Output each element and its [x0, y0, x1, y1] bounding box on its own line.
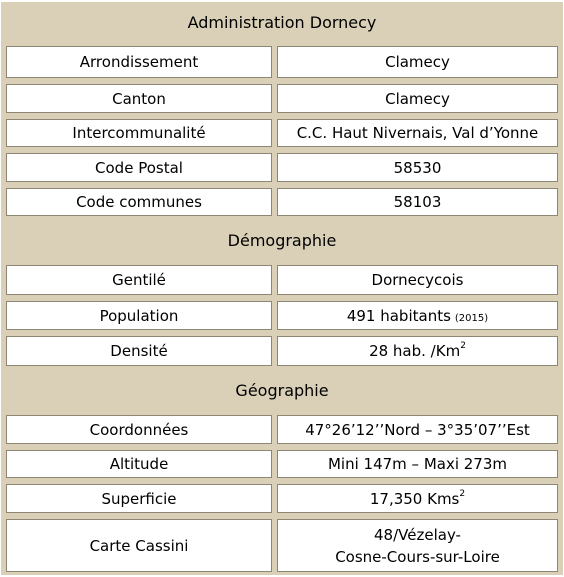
population-year: (2015) [454, 312, 489, 324]
table-row [1, 298, 563, 333]
section-header-geographie [1, 369, 563, 412]
section-header-demographie [1, 219, 563, 262]
row-label-code-communes: Code communes [6, 188, 272, 216]
superficie-value: 17,350 Kms [369, 489, 460, 508]
population-value: 491 habitants [346, 306, 451, 325]
section-title: Administration Dornecy [187, 13, 377, 32]
row-label-code-postal: Code Postal [6, 153, 272, 182]
table-row [1, 262, 563, 298]
densite-exponent: 2 [460, 341, 466, 351]
row-label-superficie: Superficie [6, 484, 272, 513]
table-row [1, 150, 563, 185]
row-label-arrondissement: Arrondissement [6, 46, 272, 78]
row-value-code-communes: 58103 [277, 188, 558, 216]
row-label-coordonnees: Coordonnées [6, 415, 272, 444]
superficie-exponent: 2 [459, 488, 466, 499]
section-title: Géographie [235, 381, 329, 400]
row-label-canton: Canton [6, 84, 272, 113]
row-value-altitude: Mini 147m – Maxi 273m [277, 450, 558, 478]
row-value-densite [277, 336, 558, 366]
row-label-carte-cassini: Carte Cassini [6, 519, 272, 572]
row-value-gentile: Dornecycois [277, 265, 558, 295]
table-row [1, 516, 563, 575]
row-value-code-postal: 58530 [277, 153, 558, 182]
section-header-administration [1, 2, 563, 43]
row-value-population [277, 301, 558, 330]
row-value-coordonnees: 47°26’12’’Nord – 3°35’07’’Est [277, 415, 558, 444]
row-value-canton: Clamecy [277, 84, 558, 113]
row-value-arrondissement: Clamecy [277, 46, 558, 78]
table-row [1, 81, 563, 116]
table-row [1, 185, 563, 219]
cassini-line-2: Cosne-Cours-sur-Loire [335, 547, 500, 566]
table-row [1, 412, 563, 447]
table-row [1, 481, 563, 516]
row-label-gentile: Gentilé [6, 265, 272, 295]
densite-value: 28 hab. /Km [369, 342, 461, 360]
cassini-line-1: 48/Vézelay- [374, 525, 461, 544]
table-row [1, 447, 563, 481]
row-label-intercommunalite: Intercommunalité [6, 119, 272, 147]
table-row [1, 116, 563, 150]
section-title: Démographie [227, 231, 337, 250]
row-label-densite: Densité [6, 336, 272, 366]
row-value-carte-cassini [277, 519, 558, 572]
table-row [1, 333, 563, 369]
row-label-altitude: Altitude [6, 450, 272, 478]
table-row [1, 43, 563, 81]
row-label-population: Population [6, 301, 272, 330]
row-value-superficie [277, 484, 558, 513]
row-value-intercommunalite: C.C. Haut Nivernais, Val d’Yonne [277, 119, 558, 147]
